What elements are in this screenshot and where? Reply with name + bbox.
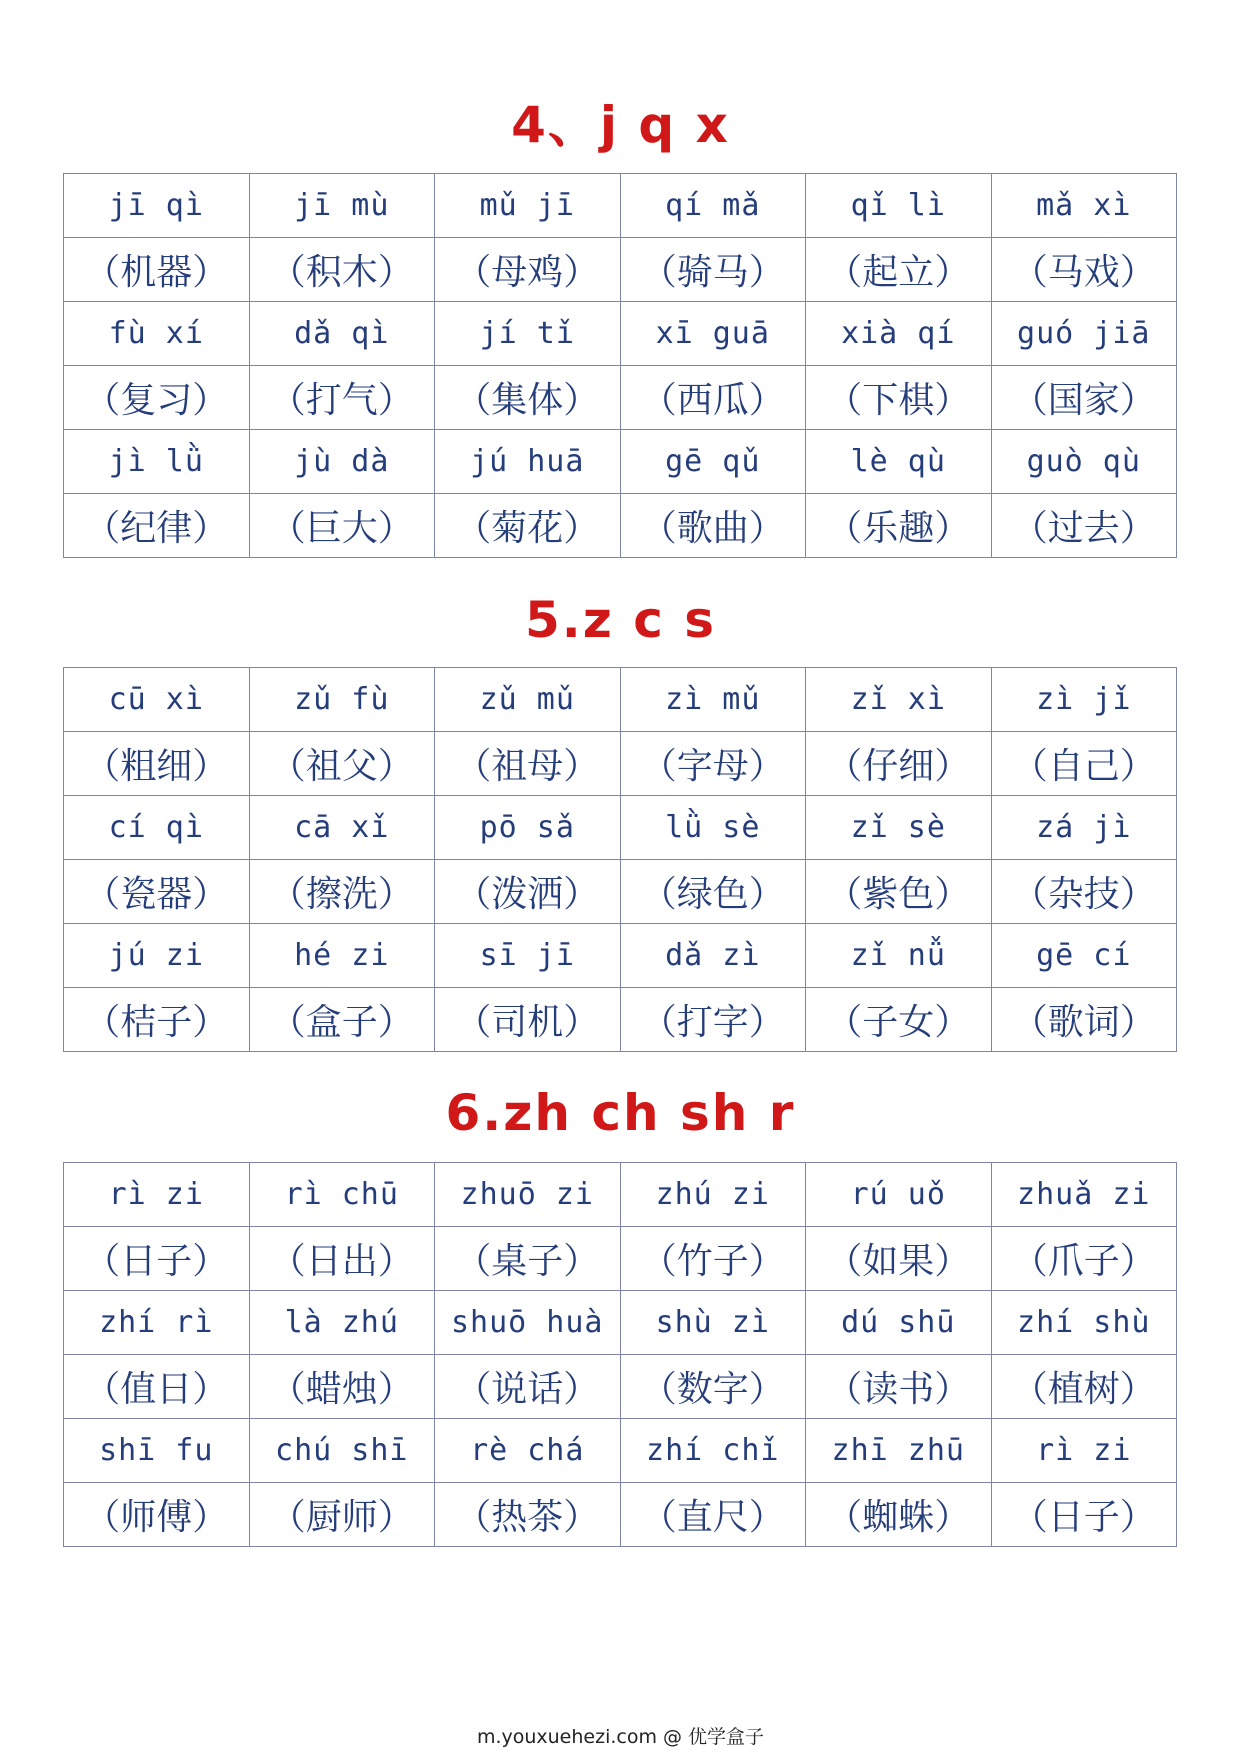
hanzi-cell: （祖父） bbox=[249, 732, 435, 796]
pinyin-cell: qí mǎ bbox=[620, 174, 806, 238]
hanzi-cell: （歌曲） bbox=[620, 494, 806, 558]
pinyin-cell: là zhú bbox=[249, 1291, 435, 1355]
hanzi-cell: （字母） bbox=[620, 732, 806, 796]
pinyin-cell: mǎ xì bbox=[991, 174, 1177, 238]
pinyin-cell: pō sǎ bbox=[435, 796, 621, 860]
hanzi-cell: （自己） bbox=[991, 732, 1177, 796]
pinyin-cell: zǔ fù bbox=[249, 668, 435, 732]
pinyin-cell: zhí chǐ bbox=[620, 1419, 806, 1483]
hanzi-cell: （复习） bbox=[64, 366, 250, 430]
hanzi-cell: （泼洒） bbox=[435, 860, 621, 924]
hanzi-cell: （日子） bbox=[991, 1483, 1177, 1547]
hanzi-cell: （日子） bbox=[64, 1227, 250, 1291]
hanzi-cell: （母鸡） bbox=[435, 238, 621, 302]
word-table-4 bbox=[63, 173, 1177, 558]
hanzi-cell: （桔子） bbox=[64, 988, 250, 1052]
pinyin-cell: jí tǐ bbox=[435, 302, 621, 366]
pinyin-cell: hé zi bbox=[249, 924, 435, 988]
pinyin-cell: dǎ qì bbox=[249, 302, 435, 366]
hanzi-cell: （爪子） bbox=[991, 1227, 1177, 1291]
hanzi-cell: （擦洗） bbox=[249, 860, 435, 924]
footer-watermark: m.youxuehezi.com @ 优学盒子 bbox=[476, 1726, 765, 1748]
pinyin-cell: zǐ nǚ bbox=[806, 924, 992, 988]
hanzi-cell: （说话） bbox=[435, 1355, 621, 1419]
hanzi-cell: （植树） bbox=[991, 1355, 1177, 1419]
pinyin-cell: zhí rì bbox=[64, 1291, 250, 1355]
hanzi-cell: （歌词） bbox=[991, 988, 1177, 1052]
hanzi-cell: （绿色） bbox=[620, 860, 806, 924]
pinyin-cell: qǐ lì bbox=[806, 174, 992, 238]
hanzi-cell: （过去） bbox=[991, 494, 1177, 558]
hanzi-cell: （机器） bbox=[64, 238, 250, 302]
pinyin-cell: jī mù bbox=[249, 174, 435, 238]
section-title-6: 6.zh ch sh r bbox=[445, 1084, 796, 1142]
hanzi-cell: （数字） bbox=[620, 1355, 806, 1419]
pinyin-cell: cí qì bbox=[64, 796, 250, 860]
pinyin-cell: rè chá bbox=[435, 1419, 621, 1483]
pinyin-cell: rì chū bbox=[249, 1163, 435, 1227]
pinyin-cell: fù xí bbox=[64, 302, 250, 366]
hanzi-row bbox=[64, 988, 1177, 1052]
hanzi-cell: （下棋） bbox=[806, 366, 992, 430]
pinyin-cell: jú huā bbox=[435, 430, 621, 494]
hanzi-cell: （积木） bbox=[249, 238, 435, 302]
pinyin-cell: rì zi bbox=[991, 1419, 1177, 1483]
word-table-5 bbox=[63, 667, 1177, 1052]
pinyin-cell: cū xì bbox=[64, 668, 250, 732]
pinyin-cell: lè qù bbox=[806, 430, 992, 494]
pinyin-cell: zì mǔ bbox=[620, 668, 806, 732]
hanzi-cell: （集体） bbox=[435, 366, 621, 430]
hanzi-cell: （子女） bbox=[806, 988, 992, 1052]
hanzi-cell: （起立） bbox=[806, 238, 992, 302]
hanzi-cell: （竹子） bbox=[620, 1227, 806, 1291]
hanzi-cell: （纪律） bbox=[64, 494, 250, 558]
pinyin-row bbox=[64, 1419, 1177, 1483]
pinyin-cell: zǔ mǔ bbox=[435, 668, 621, 732]
pinyin-cell: mǔ jī bbox=[435, 174, 621, 238]
hanzi-cell: （粗细） bbox=[64, 732, 250, 796]
pinyin-cell: guó jiā bbox=[991, 302, 1177, 366]
hanzi-cell: （日出） bbox=[249, 1227, 435, 1291]
pinyin-cell: xià qí bbox=[806, 302, 992, 366]
hanzi-cell: （直尺） bbox=[620, 1483, 806, 1547]
hanzi-row bbox=[64, 860, 1177, 924]
pinyin-cell: shuō huà bbox=[435, 1291, 621, 1355]
hanzi-cell: （紫色） bbox=[806, 860, 992, 924]
hanzi-cell: （杂技） bbox=[991, 860, 1177, 924]
pinyin-cell: xī guā bbox=[620, 302, 806, 366]
hanzi-cell: （如果） bbox=[806, 1227, 992, 1291]
hanzi-row bbox=[64, 238, 1177, 302]
hanzi-cell: （司机） bbox=[435, 988, 621, 1052]
word-table-6 bbox=[63, 1162, 1177, 1547]
pinyin-cell: lǜ sè bbox=[620, 796, 806, 860]
pinyin-row bbox=[64, 430, 1177, 494]
pinyin-cell: cā xǐ bbox=[249, 796, 435, 860]
pinyin-row bbox=[64, 1163, 1177, 1227]
pinyin-cell: rú uǒ bbox=[806, 1163, 992, 1227]
pinyin-cell: zhuō zi bbox=[435, 1163, 621, 1227]
hanzi-cell: （读书） bbox=[806, 1355, 992, 1419]
pinyin-cell: zǐ xì bbox=[806, 668, 992, 732]
pinyin-row bbox=[64, 668, 1177, 732]
hanzi-cell: （西瓜） bbox=[620, 366, 806, 430]
pinyin-cell: jī qì bbox=[64, 174, 250, 238]
hanzi-cell: （巨大） bbox=[249, 494, 435, 558]
pinyin-cell: zá jì bbox=[991, 796, 1177, 860]
pinyin-cell: shù zì bbox=[620, 1291, 806, 1355]
pinyin-cell: gē qǔ bbox=[620, 430, 806, 494]
hanzi-cell: （打气） bbox=[249, 366, 435, 430]
pinyin-row bbox=[64, 796, 1177, 860]
pinyin-cell: shī fu bbox=[64, 1419, 250, 1483]
pinyin-row bbox=[64, 302, 1177, 366]
hanzi-cell: （值日） bbox=[64, 1355, 250, 1419]
hanzi-cell: （打字） bbox=[620, 988, 806, 1052]
pinyin-cell: jì lǜ bbox=[64, 430, 250, 494]
hanzi-cell: （菊花） bbox=[435, 494, 621, 558]
hanzi-row bbox=[64, 494, 1177, 558]
pinyin-cell: zhú zi bbox=[620, 1163, 806, 1227]
hanzi-cell: （师傅） bbox=[64, 1483, 250, 1547]
pinyin-cell: sī jī bbox=[435, 924, 621, 988]
pinyin-row bbox=[64, 174, 1177, 238]
hanzi-row bbox=[64, 1483, 1177, 1547]
section-title-5: 5.z c s bbox=[524, 591, 717, 649]
pinyin-cell: zhuǎ zi bbox=[991, 1163, 1177, 1227]
pinyin-cell: jú zi bbox=[64, 924, 250, 988]
pinyin-cell: zhī zhū bbox=[806, 1419, 992, 1483]
pinyin-cell: zì jǐ bbox=[991, 668, 1177, 732]
pinyin-row bbox=[64, 924, 1177, 988]
pinyin-cell: zǐ sè bbox=[806, 796, 992, 860]
section-title-4: 4、j q x bbox=[511, 96, 730, 154]
hanzi-cell: （盒子） bbox=[249, 988, 435, 1052]
pinyin-cell: dǎ zì bbox=[620, 924, 806, 988]
hanzi-row bbox=[64, 732, 1177, 796]
hanzi-cell: （厨师） bbox=[249, 1483, 435, 1547]
hanzi-cell: （蜡烛） bbox=[249, 1355, 435, 1419]
hanzi-row bbox=[64, 366, 1177, 430]
pinyin-row bbox=[64, 1291, 1177, 1355]
hanzi-cell: （桌子） bbox=[435, 1227, 621, 1291]
hanzi-row bbox=[64, 1227, 1177, 1291]
hanzi-cell: （马戏） bbox=[991, 238, 1177, 302]
pinyin-cell: dú shū bbox=[806, 1291, 992, 1355]
pinyin-cell: chú shī bbox=[249, 1419, 435, 1483]
hanzi-row bbox=[64, 1355, 1177, 1419]
pinyin-cell: zhí shù bbox=[991, 1291, 1177, 1355]
hanzi-cell: （骑马） bbox=[620, 238, 806, 302]
hanzi-cell: （国家） bbox=[991, 366, 1177, 430]
hanzi-cell: （瓷器） bbox=[64, 860, 250, 924]
pinyin-cell: rì zi bbox=[64, 1163, 250, 1227]
hanzi-cell: （蜘蛛） bbox=[806, 1483, 992, 1547]
pinyin-cell: guò qù bbox=[991, 430, 1177, 494]
pinyin-cell: gē cí bbox=[991, 924, 1177, 988]
hanzi-cell: （仔细） bbox=[806, 732, 992, 796]
hanzi-cell: （祖母） bbox=[435, 732, 621, 796]
pinyin-cell: jù dà bbox=[249, 430, 435, 494]
hanzi-cell: （热茶） bbox=[435, 1483, 621, 1547]
hanzi-cell: （乐趣） bbox=[806, 494, 992, 558]
